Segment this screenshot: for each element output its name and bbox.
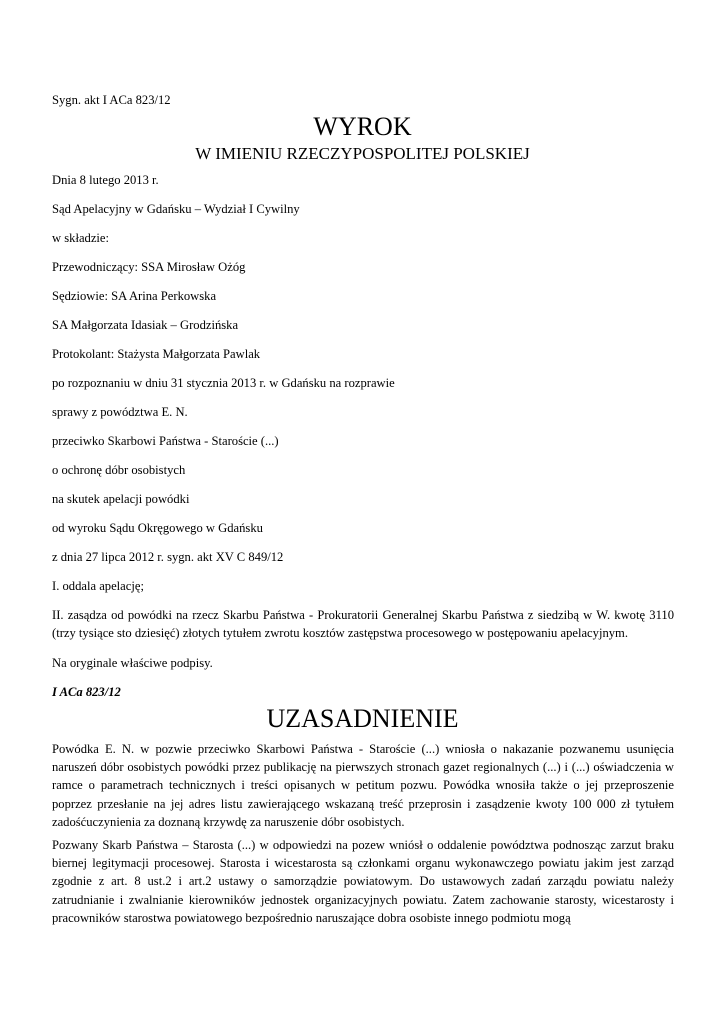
judge-second: SA Małgorzata Idasiak – Grodzińska <box>52 318 239 332</box>
justification-paragraph-2: Pozwany Skarb Państwa – Starosta (...) w odpowiedzi na pozew wniósł o oddalenie powództwa podnosząc zarzut braku biernej legitymacji procesowej. Starosta i wicestarosta są członkami organu wykonawczego powiatu jakim jest zarząd zgodnie z art. 8 ust.2 i art.2 ustawy o samorządzie powiatowym. Do ustawowych zadań zarządu powiatu należy zatrudnianie i zwalnianie kierowników jednostek organizacyjnych powiatu. Zatem zachowanie starosty, wicestarosty i pracowników starostwa powiatowego bezpośrednio naruszające dobra osobiste innego podmiotu mogą <box>52 838 674 925</box>
plaintiff-info: sprawy z powództwa E. N. <box>52 405 188 419</box>
justification-title: UZASADNIENIE <box>266 704 459 733</box>
case-subject: o ochronę dóbr osobistych <box>52 463 186 477</box>
defendant-info: przeciwko Skarbowi Państwa - Staroście (...) <box>52 434 279 448</box>
lower-court-date: z dnia 27 lipca 2012 r. sygn. akt XV C 849/12 <box>52 550 284 564</box>
signatures-note: Na oryginale właściwe podpisy. <box>52 656 213 670</box>
page-subtitle: W IMIENIU RZECZYPOSPOLITEJ POLSKIEJ <box>195 144 530 163</box>
justification-case-ref: I ACa 823/12 <box>52 685 121 699</box>
verdict-point-1: I. oddala apelację; <box>52 579 144 593</box>
presiding-judge: Przewodniczący: SSA Mirosław Ożóg <box>52 260 246 274</box>
court-name: Sąd Apelacyjny w Gdańsku – Wydział I Cywilny <box>52 202 300 216</box>
justification-paragraph-1: Powódka E. N. w pozwie przeciwko Skarbowi Państwa - Staroście (...) wniosła o nakazanie pozwanemu usunięcia naruszeń dóbr osobistych powódki przez publikację na pierwszych stronach gazet regionalnych (...) i (...) oświadczenia w ramce o parametrach technicznych i treści opisanych w petitum pozwu. Powódka wnosiła także o jej przeproszenie poprzez przesłanie na jej adres listu zawierającego wskazaną treść przeprosin i zasądzenie kwoty 100 000 zł tytułem zadośćuczynienia za doznaną krzywdę za naruszenie dóbr osobistych. <box>52 742 674 829</box>
verdict-date: Dnia 8 lutego 2013 r. <box>52 173 159 187</box>
court-clerk: Protokolant: Stażysta Małgorzata Pawlak <box>52 347 261 361</box>
page-title: WYROK <box>313 112 412 141</box>
appeal-info: na skutek apelacji powódki <box>52 492 190 506</box>
case-signature: Sygn. akt I ACa 823/12 <box>52 93 171 107</box>
verdict-point-2: II. zasądza od powódki na rzecz Skarbu Państwa - Prokuratorii Generalnej Skarbu Państwa z siedzibą w W. kwotę 3110 (trzy tysiące sto dziesięć) złotych tytułem zwrotu kosztów zastępstwa procesowego w postępowaniu apelacyjnym. <box>52 608 674 641</box>
lower-court-judgment: od wyroku Sądu Okręgowego w Gdańsku <box>52 521 263 535</box>
composition-label: w składzie: <box>52 231 110 245</box>
hearing-info: po rozpoznaniu w dniu 31 stycznia 2013 r. w Gdańsku na rozprawie <box>52 376 395 390</box>
judges: Sędziowie: SA Arina Perkowska <box>52 289 217 303</box>
